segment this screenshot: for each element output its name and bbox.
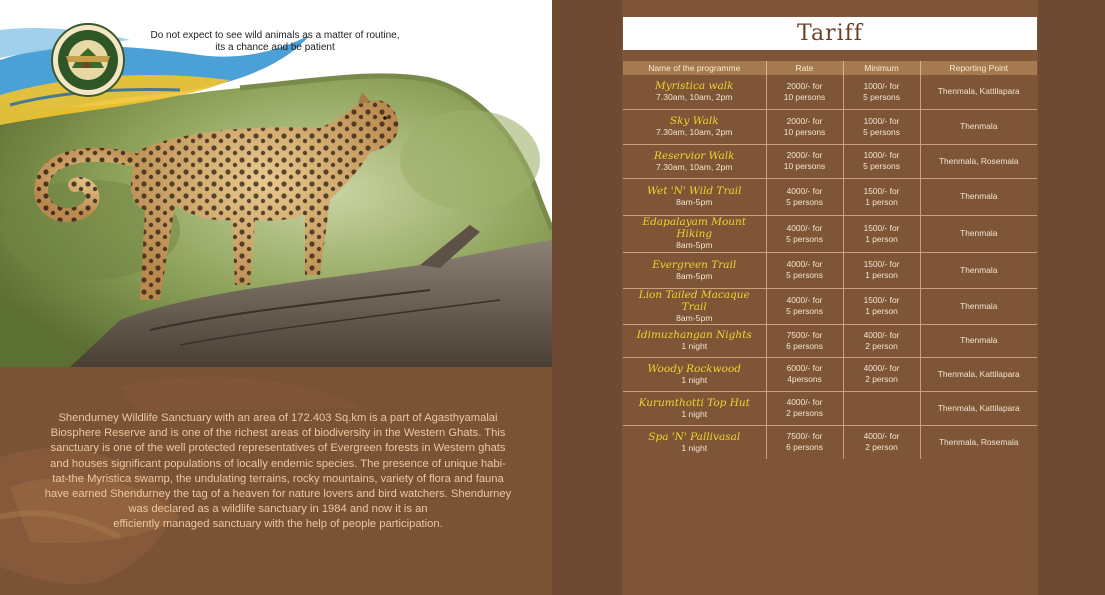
programme-name: Woody Rockwood <box>647 362 742 375</box>
table-row <box>623 144 1037 178</box>
reporting-point-cell: Thenmala <box>920 288 1037 324</box>
programme-cell <box>623 425 766 459</box>
minimum-cell <box>843 215 920 252</box>
header-reporting-point: Reporting Point <box>920 61 1037 75</box>
rate-amount: 2000/- for <box>786 115 823 126</box>
rate-cell <box>766 391 843 425</box>
programme-time: 8am-5pm <box>676 312 713 323</box>
description-line: sanctuary is one of the well protected representatives of Evergreen forests in Western ghats <box>50 442 506 455</box>
leopard-photo <box>0 0 552 367</box>
table-row <box>623 324 1037 357</box>
programme-name: Reservior Walk <box>653 149 735 162</box>
rate-persons: 10 persons <box>783 161 826 171</box>
table-row <box>623 252 1037 288</box>
programme-name: Evergreen Trail <box>652 258 737 271</box>
rate-cell <box>766 357 843 391</box>
description-line: Shendurney Wildlife Sanctuary with an area of 172.403 Sq.km is a part of Agasthyamalai <box>58 412 498 424</box>
minimum-cell <box>843 324 920 357</box>
programme-cell <box>623 288 766 324</box>
minimum-amount: 1000/- for <box>863 115 900 126</box>
rate-amount: 7500/- for <box>786 329 823 340</box>
programme-name: Wet 'N' Wild Trail <box>647 185 742 197</box>
rate-amount: 4000/- for <box>786 185 823 196</box>
reporting-point-cell: Thenmala <box>920 215 1037 252</box>
description-line: efficiently managed sanctuary with the help of people participation. <box>113 518 443 531</box>
rate-amount: 2000/- for <box>786 80 823 91</box>
rate-amount: 6000/- for <box>786 363 823 373</box>
header-rate: Rate <box>766 61 843 75</box>
rate-cell <box>766 109 843 144</box>
table-row <box>623 425 1037 459</box>
description-line: Biosphere Reserve and is one of the richest areas of biodiversity in the Western Ghats. This <box>50 427 506 440</box>
reporting-point-cell: Thenmala, Kattilapara <box>920 75 1037 109</box>
programme-cell <box>623 144 766 178</box>
programme-name: Sky Walk <box>669 115 719 127</box>
minimum-amount: 1500/- for <box>863 295 900 305</box>
programme-name: Edapalayam Mount Hiking <box>642 216 747 240</box>
tariff-title: Tariff <box>797 21 863 46</box>
reporting-point-cell: Thenmala <box>920 324 1037 357</box>
quote-line-1: Do not expect to see wild animals as a matter of routine, <box>150 30 400 41</box>
rate-amount: 4000/- for <box>786 295 823 305</box>
reporting-point-cell: Thenmala, Kattilapara <box>920 357 1037 391</box>
quote-text <box>150 30 400 54</box>
reporting-point-cell: Thenmala, Rosemala <box>938 436 1019 447</box>
programme-cell <box>623 252 766 288</box>
rate-persons: 10 persons <box>783 91 826 102</box>
sanctuary-logo <box>50 22 126 98</box>
programme-cell <box>623 109 766 144</box>
rate-cell <box>766 144 843 178</box>
rate-cell <box>766 425 843 459</box>
tariff-table <box>623 61 1037 459</box>
programme-name: Kurumthotti Top Hut <box>638 396 750 409</box>
sanctuary-logo-icon <box>50 22 126 98</box>
programme-time: 7.30am, 10am, 2pm <box>656 161 733 172</box>
programme-time: 1 night <box>681 374 708 385</box>
reporting-point-cell: Thenmala, Rosemala <box>920 144 1037 178</box>
rate-persons: 5 persons <box>786 233 823 244</box>
minimum-cell <box>843 425 920 459</box>
table-row <box>623 109 1037 144</box>
programme-cell <box>623 391 766 425</box>
programme-cell <box>623 178 766 215</box>
minimum-persons: 1 person <box>865 306 898 316</box>
description-line: have earned Shendurney the tag of a heaven for nature lovers and bird watchers. Shendurney <box>44 488 512 501</box>
programme-time: 7.30am, 10am, 2pm <box>656 127 733 137</box>
table-row <box>623 391 1037 425</box>
minimum-amount: 1500/- for <box>863 185 900 196</box>
rate-cell <box>766 252 843 288</box>
rate-cell <box>766 324 843 357</box>
programme-name: Lion Tailed Macaque Trail <box>638 288 750 313</box>
left-page <box>0 0 552 595</box>
table-row <box>623 288 1037 324</box>
minimum-cell <box>843 75 920 109</box>
programme-name: Spa 'N' Pallivasal <box>648 430 741 443</box>
programme-cell <box>623 357 766 391</box>
minimum-amount: 4000/- for <box>863 329 900 340</box>
rate-persons: 10 persons <box>783 126 826 137</box>
tariff-title-box <box>623 17 1037 50</box>
rate-persons: 5 persons <box>786 270 823 280</box>
rate-cell <box>766 75 843 109</box>
description-line: was declared as a wildlife sanctuary in 1984 and now it is an <box>128 503 428 516</box>
minimum-amount: 4000/- for <box>863 363 900 373</box>
reporting-point-cell: Thenmala, Kattilapara <box>920 391 1037 425</box>
programme-cell <box>623 75 766 109</box>
table-row <box>623 215 1037 252</box>
rate-persons: 5 persons <box>786 306 823 316</box>
minimum-amount: 1000/- for <box>863 150 900 160</box>
table-row <box>623 357 1037 391</box>
programme-time: 8am-5pm <box>676 270 713 281</box>
description-line: tat-the Myristica swamp, the undulating terrains, rocky mountains, variety of flora and fauna <box>52 472 504 485</box>
minimum-amount: 1000/- for <box>863 80 900 91</box>
rate-persons: 2 persons <box>786 408 823 418</box>
minimum-cell <box>843 252 920 288</box>
minimum-persons: 2 person <box>865 340 898 351</box>
minimum-persons: 1 person <box>865 196 898 207</box>
minimum-amount: 4000/- for <box>863 431 900 442</box>
rate-amount: 2000/- for <box>786 150 823 160</box>
sanctuary-description <box>42 411 514 533</box>
minimum-persons: 5 persons <box>863 161 900 171</box>
minimum-cell <box>843 357 920 391</box>
minimum-persons: 2 person <box>865 374 898 384</box>
rate-amount: 7500/- for <box>786 431 823 442</box>
programme-name: Idimuzhangan Nights <box>636 329 752 341</box>
table-row <box>623 75 1037 109</box>
programme-time: 8am-5pm <box>676 240 713 250</box>
minimum-cell <box>843 288 920 324</box>
rate-amount: 4000/- for <box>786 222 823 233</box>
table-header-row <box>623 61 1037 75</box>
minimum-cell <box>843 178 920 215</box>
reporting-point-cell: Thenmala <box>920 109 1037 144</box>
minimum-persons: 1 person <box>865 233 898 244</box>
rate-cell <box>766 215 843 252</box>
rate-persons: 6 persons <box>786 442 823 453</box>
minimum-cell <box>843 109 920 144</box>
minimum-persons: 5 persons <box>863 126 900 137</box>
minimum-persons: 1 person <box>865 270 898 280</box>
minimum-amount: 1500/- for <box>863 259 900 269</box>
reporting-point-cell: Thenmala <box>920 178 1037 215</box>
minimum-amount: 1500/- for <box>863 222 900 233</box>
rate-persons: 5 persons <box>786 196 823 207</box>
rate-persons: 4persons <box>787 374 822 384</box>
description-line: and houses significant populations of locally endemic species. The presence of unique habi- <box>50 457 506 470</box>
rate-cell <box>766 178 843 215</box>
rate-cell <box>766 288 843 324</box>
reporting-point-cell: Thenmala <box>920 252 1037 288</box>
minimum-cell <box>843 391 920 425</box>
rate-amount: 4000/- for <box>786 397 823 407</box>
programme-time: 1 night <box>681 408 708 419</box>
rate-persons: 6 persons <box>786 340 823 351</box>
minimum-persons: 5 persons <box>863 91 900 102</box>
programme-time: 1 night <box>681 341 708 351</box>
minimum-persons: 2 person <box>865 442 898 453</box>
programme-time: 8am-5pm <box>676 197 713 207</box>
programme-name: Myristica walk <box>655 80 734 93</box>
header-programme: Name of the programme <box>623 61 766 75</box>
header-minimum: Minimum <box>843 61 920 75</box>
programme-time: 7.30am, 10am, 2pm <box>656 92 733 103</box>
programme-cell <box>623 324 766 357</box>
minimum-cell <box>843 144 920 178</box>
programme-cell <box>623 215 766 252</box>
quote-line-2: its a chance and be patient <box>215 42 335 53</box>
table-row <box>623 178 1037 215</box>
rate-amount: 4000/- for <box>786 259 823 269</box>
programme-time: 1 night <box>681 442 708 453</box>
